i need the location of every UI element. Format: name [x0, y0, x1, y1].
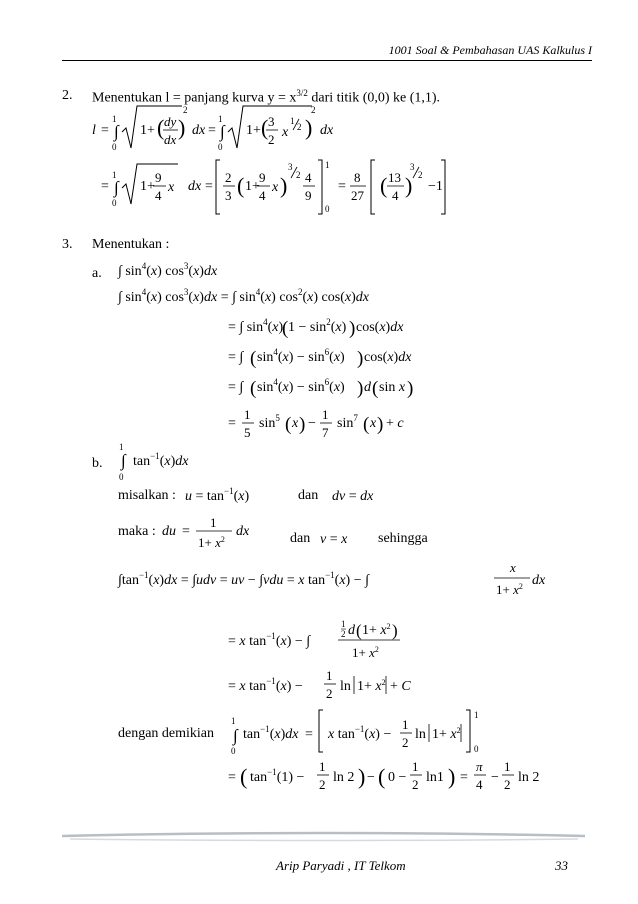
- svg-text:13: 13: [388, 170, 401, 185]
- svg-text:1+: 1+: [246, 123, 261, 138]
- svg-text:= ∫ sin4(x): = ∫ $\sin^4(x)$: [228, 317, 284, 335]
- svg-text:1+ x2: $1+ x^2$: [496, 582, 523, 597]
- svg-text:∫ sin4(x) cos3(x)dx = ∫ sin4(x: ∫ $\sin^4(x) \cos^3(x)dx$ = ∫ $\sin^4(x)$ $\cos^2(x)$ cos(x)dx: [118, 287, 369, 305]
- svg-text:): ): [305, 115, 313, 140]
- svg-text:+ C: + C: [390, 679, 411, 694]
- svg-text:ln: ln: [415, 727, 426, 742]
- svg-text:5: 5: [244, 425, 251, 440]
- svg-text:1: 1: [402, 717, 409, 732]
- svg-text:(: (: [240, 764, 248, 789]
- svg-text:1: 1: [474, 710, 479, 720]
- misalkan-label: misalkan :: [118, 488, 176, 503]
- svg-text:(: (: [157, 115, 165, 140]
- svg-text:1+ x2: $1+ x^2$: [352, 645, 379, 660]
- svg-text:(: (: [261, 115, 269, 140]
- svg-text:x tan−1(x) −: x $\tan^{-1}(x)$ −: [328, 724, 392, 742]
- svg-text:dx: dx: [236, 524, 250, 539]
- svg-text:): ): [392, 621, 398, 640]
- svg-text:=: =: [182, 524, 190, 539]
- svg-text:x: x: [282, 125, 289, 140]
- arc-length-formula: [92, 105, 334, 152]
- part-a-label: a.: [92, 266, 102, 281]
- svg-text:l: l: [92, 123, 96, 138]
- svg-text:= ∫: = ∫: [228, 380, 244, 395]
- part-b-label: b.: [92, 456, 103, 471]
- svg-text:(: (: [372, 378, 379, 399]
- svg-text:−: −: [491, 770, 499, 785]
- svg-text:4: 4: [305, 170, 312, 185]
- footer-page-number: 33: [555, 858, 568, 873]
- svg-text:(: (: [250, 348, 257, 369]
- svg-text:2: 2: [341, 629, 346, 639]
- svg-text:dx: dx: [532, 573, 546, 588]
- svg-text:1+: 1+: [140, 123, 155, 138]
- svg-text:du: du: [162, 524, 176, 539]
- svg-text:−: −: [308, 416, 316, 431]
- svg-text:dx: dx: [164, 132, 177, 147]
- svg-text:=: =: [101, 179, 109, 194]
- svg-text:8: 8: [354, 170, 361, 185]
- dengan-demikian-label: dengan demikian: [118, 726, 215, 741]
- svg-text:= x tan−1(x) − ∫: = x $\tan^{-1}(x)$ − ∫: [228, 631, 311, 649]
- svg-text:1: 1: [218, 114, 223, 124]
- svg-text:(: (: [250, 378, 257, 399]
- svg-text:ln: ln: [340, 679, 351, 694]
- svg-text:cos(x)dx: cos(x)dx: [364, 350, 412, 365]
- svg-text:(: (: [356, 621, 362, 640]
- svg-text:∫: ∫: [220, 122, 225, 141]
- part-b-math: [117, 442, 546, 792]
- svg-text:∫: ∫: [114, 178, 119, 197]
- svg-text:=: =: [338, 179, 346, 194]
- svg-text:x: x: [370, 416, 377, 431]
- svg-text:dv = dx: dv = dx: [332, 489, 374, 504]
- svg-text:4: 4: [155, 188, 162, 203]
- svg-text:27: 27: [351, 188, 364, 203]
- svg-text:=: =: [205, 179, 213, 194]
- svg-text:x: x: [272, 180, 279, 195]
- svg-text:ln1: ln1: [426, 770, 444, 785]
- svg-text:(: (: [380, 173, 388, 198]
- svg-text:0: 0: [231, 746, 236, 756]
- svg-text:(: (: [363, 414, 370, 435]
- svg-text:2: 2: [183, 105, 188, 115]
- svg-text:−1: −1: [428, 179, 443, 194]
- svg-text:tan−1(x)dx: $\tan^{-1}(x)dx$: [133, 451, 189, 469]
- svg-text:(: (: [285, 414, 292, 435]
- svg-text:x: x: [510, 560, 516, 575]
- svg-text:): ): [178, 115, 186, 140]
- svg-text:1: 1: [231, 716, 236, 726]
- svg-text:1+ x2: $1+ x^2$: [198, 535, 225, 550]
- dan-label: dan: [298, 488, 319, 503]
- sehingga-label: sehingga: [378, 531, 428, 546]
- svg-text:1+: 1+: [245, 179, 260, 194]
- svg-text:sin x: sin x: [379, 380, 406, 395]
- svg-text:sin4(x) − sin6(x): $\sin^4(x) - \sin^6(x)$: [257, 347, 345, 365]
- section-2-exponent: 3/2: [296, 88, 308, 98]
- svg-text:x: x: [292, 416, 299, 431]
- svg-text:sin5: $\sin^5$: [259, 413, 280, 431]
- svg-text:=: =: [208, 123, 216, 138]
- svg-text:0: 0: [112, 142, 117, 152]
- svg-text:2: 2: [402, 735, 409, 750]
- svg-text:sin7: $\sin^7$: [337, 413, 358, 431]
- svg-text:4: 4: [392, 188, 399, 203]
- svg-text:2: 2: [268, 132, 275, 147]
- running-header: 1001 Soal & Pembahasan UAS Kalkulus I: [388, 43, 592, 57]
- section-2-number: 2.: [62, 88, 73, 103]
- svg-text:∫tan−1(x)dx = ∫udv = uv − ∫vdu: $\int\tan^{-1}(x)dx = \int udv$ = uv − ∫vdu = x $\tan^{-1}(x)$ − ∫: [118, 570, 369, 588]
- svg-text:(: (: [237, 173, 245, 198]
- svg-text:0: 0: [112, 198, 117, 208]
- svg-text:1+ x2: $1+ x^2$: [432, 726, 461, 742]
- svg-text:(: (: [378, 764, 386, 789]
- svg-text:1: 1: [112, 114, 117, 124]
- section-3-heading: Menentukan :: [92, 237, 170, 252]
- svg-text:tan−1(1) −: $\tan^{-1}(1)$ −: [250, 767, 305, 785]
- svg-text:1: 1: [326, 668, 333, 683]
- svg-text:4: 4: [476, 777, 483, 792]
- svg-text:dx: dx: [320, 123, 334, 138]
- svg-text:2: 2: [418, 170, 423, 180]
- section-2-text: Menentukan l = panjang kurva y = x: [92, 90, 297, 106]
- svg-text:7: 7: [322, 425, 329, 440]
- svg-text:1: 1: [319, 759, 326, 774]
- svg-text:1: 1: [210, 515, 217, 530]
- svg-text:): ): [299, 414, 306, 435]
- svg-text:2: 2: [504, 777, 511, 792]
- svg-text:d: d: [348, 623, 355, 638]
- svg-text:∫: ∫: [233, 726, 238, 745]
- svg-text:1+ x2: $1+ x^2$: [357, 678, 386, 694]
- svg-text:1+: 1+: [140, 179, 155, 194]
- svg-text:): ): [448, 764, 456, 789]
- svg-text:∫: ∫: [121, 451, 126, 470]
- svg-text:): ): [407, 378, 414, 399]
- svg-text:= x tan−1(x) −: = x $\tan^{-1}(x)$ −: [228, 676, 303, 694]
- dan-label-2: dan: [290, 531, 311, 546]
- svg-text:1: 1: [325, 160, 330, 170]
- section-3-number: 3.: [62, 237, 73, 252]
- svg-text:∫ sin4(x) cos3(x)dx: ∫ $\sin^4(x)$ $\cos^3(x)dx$: [118, 261, 218, 279]
- svg-text:): ): [357, 378, 364, 399]
- svg-text:9: 9: [155, 170, 162, 185]
- svg-text:=: =: [460, 770, 468, 785]
- svg-text:1: 1: [322, 407, 329, 422]
- svg-text:v = x: v = x: [320, 532, 348, 547]
- svg-text:sin4(x) − sin6(x): $\sin^4(x) - \sin^6(x)$: [257, 377, 345, 395]
- svg-text:3: 3: [225, 188, 232, 203]
- svg-text:4: 4: [259, 188, 266, 203]
- svg-text:): ): [377, 414, 384, 435]
- svg-text:0: 0: [325, 204, 330, 214]
- part-a-math: [117, 261, 413, 440]
- section-2-text-end: dari titik (0,0) ke (1,1).: [307, 90, 441, 106]
- svg-text:+ c: + c: [386, 416, 404, 431]
- svg-text:tan−1(x)dx: $\tan^{-1}(x)dx$: [243, 724, 299, 742]
- svg-text:0: 0: [218, 142, 223, 152]
- svg-text:ln 2: ln 2: [518, 770, 540, 785]
- svg-text:ln 2: ln 2: [333, 770, 355, 785]
- footer-rule: [62, 833, 585, 841]
- svg-text:2: 2: [326, 686, 333, 701]
- svg-text:1: 1: [412, 759, 419, 774]
- svg-text:1: 1: [341, 619, 346, 629]
- svg-text:cos(x)dx: cos(x)dx: [356, 320, 404, 335]
- svg-text:9: 9: [259, 170, 266, 185]
- svg-text:u = tan−1(x): $u = \tan^{-1}(x)$: [185, 486, 250, 504]
- svg-text:2: 2: [311, 105, 316, 115]
- svg-text:): ): [357, 348, 364, 369]
- svg-text:9: 9: [305, 188, 312, 203]
- svg-text:1: 1: [112, 170, 117, 180]
- svg-text:π: π: [476, 759, 483, 774]
- svg-text:=: =: [305, 727, 313, 742]
- svg-text:): ): [280, 173, 288, 198]
- svg-text:): ): [405, 173, 413, 198]
- svg-text:∫: ∫: [114, 122, 119, 141]
- svg-text:): ): [358, 764, 366, 789]
- svg-text:x: x: [168, 180, 175, 195]
- svg-text:2: 2: [297, 122, 302, 132]
- svg-text:2: 2: [296, 170, 301, 180]
- svg-text:0 −: 0 −: [388, 770, 407, 785]
- svg-text:0: 0: [119, 472, 124, 482]
- svg-text:3: 3: [268, 114, 275, 129]
- svg-text:d: d: [364, 380, 371, 395]
- svg-text:3: 3: [410, 162, 415, 172]
- svg-text:dx: dx: [192, 123, 206, 138]
- svg-text:0: 0: [474, 744, 479, 754]
- svg-text:(: (: [282, 318, 289, 339]
- arc-length-result: [101, 160, 445, 214]
- svg-text:= ∫: = ∫: [228, 350, 244, 365]
- svg-text:dy: dy: [164, 114, 177, 129]
- svg-text:1: 1: [119, 442, 124, 452]
- svg-text:=: =: [228, 416, 236, 431]
- svg-text:=: =: [101, 123, 109, 138]
- svg-text:2: 2: [225, 170, 232, 185]
- svg-text:−: −: [367, 770, 375, 785]
- svg-text:dx: dx: [188, 179, 202, 194]
- svg-text:1: 1: [504, 759, 511, 774]
- svg-text:=: =: [228, 770, 236, 785]
- svg-text:1+ x2: $1+ x^2$: [362, 622, 391, 638]
- svg-text:2: 2: [412, 777, 419, 792]
- svg-text:1: 1: [244, 407, 251, 422]
- svg-text:1 − sin2(x): $1 - \sin^2(x)$: [288, 317, 347, 335]
- svg-text:2: 2: [319, 777, 326, 792]
- svg-text:): ): [349, 318, 356, 339]
- svg-text:1: 1: [290, 116, 295, 126]
- footer-author: Arip Paryadi , IT Telkom: [276, 858, 406, 873]
- svg-text:3: 3: [288, 162, 293, 172]
- maka-label: maka :: [118, 524, 156, 539]
